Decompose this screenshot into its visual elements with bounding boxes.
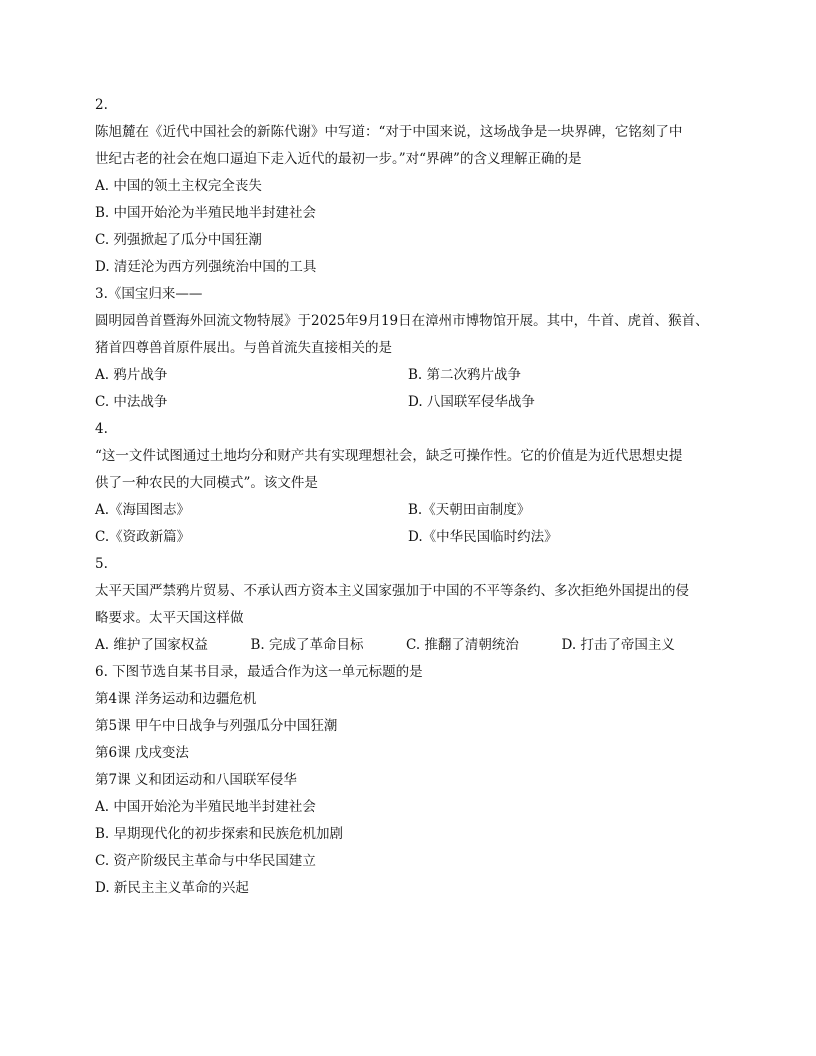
q3-option-c: C. 中法战争 [95,394,168,410]
q4-number: 4. [95,421,108,437]
q6-option-d: D. 新民主主义革命的兴起 [95,880,249,896]
q3-option-a: A. 鸦片战争 [95,367,168,383]
q4-option-b: B.《天朝田亩制度》 [408,502,531,518]
q3-option-d: D. 八国联军侵华战争 [408,394,535,410]
q4-option-d: D.《中华民国临时约法》 [408,529,558,545]
q2-stem-line-2: 世纪古老的社会在炮口逼迫下走入近代的最初一步。”对“界碑”的含义理解正确的是 [95,151,582,167]
q3-options-row-1 [95,362,717,389]
q6-option-a: A. 中国开始沦为半殖民地半封建社会 [95,799,316,815]
q4-stem-line-2: 供了一种农民的大同模式”。该文件是 [95,475,318,491]
q2-option-c: C. 列强掀起了瓜分中国狂潮 [95,232,262,248]
q6-option-b: B. 早期现代化的初步探索和民族危机加剧 [95,826,344,842]
q6-stem: 6. 下图节选自某书目录，最适合作为这一单元标题的是 [95,664,423,680]
q5-options-row [95,632,717,659]
q6-toc-item: 第7课 义和团运动和八国联军侵华 [95,772,297,788]
q5-stem-line-1: 太平天国严禁鸦片贸易、不承认西方资本主义国家强加于中国的不平等条约、多次拒绝外国提出的侵 [95,583,689,599]
q4-options-row-2 [95,524,717,551]
q5-option-c: C. 推翻了清朝统治 [406,637,519,653]
q3-stem-line-1: 圆明园兽首暨海外回流文物特展》于2025年9月19日在漳州市博物馆开展。其中，牛首、虎首、猴首、 [95,313,709,329]
q4-options-row-1 [95,497,717,524]
q4-stem-line-1: “这一文件试图通过土地均分和财产共有实现理想社会，缺乏可操作性。它的价值是为近代思想史提 [95,448,683,464]
q5-option-d: D. 打击了帝国主义 [561,637,675,653]
q2-option-d: D. 清廷沦为西方列强统治中国的工具 [95,259,317,275]
q2-option-b: B. 中国开始沦为半殖民地半封建社会 [95,205,317,221]
q5-option-a: A. 维护了国家权益 [95,637,208,653]
q4-option-a: A.《海国图志》 [95,502,191,518]
q3-number-line: 3.《国宝归来—— [95,286,203,302]
q3-options-row-2 [95,389,717,416]
q3-option-b: B. 第二次鸦片战争 [408,367,522,383]
q6-toc-item: 第4课 洋务运动和边疆危机 [95,691,257,707]
q3-stem-line-2: 猪首四尊兽首原件展出。与兽首流失直接相关的是 [95,340,392,356]
q5-stem-line-2: 略要求。太平天国这样做 [95,610,244,626]
q2-stem-line-1: 陈旭麓在《近代中国社会的新陈代谢》中写道：“对于中国来说，这场战争是一块界碑，它铭刻了中 [95,124,683,140]
q2-number: 2. [95,97,108,113]
q6-option-c: C. 资产阶级民主革命与中华民国建立 [95,853,316,869]
document-page [95,92,717,902]
q4-option-c: C.《资政新篇》 [95,529,191,545]
q6-toc-item: 第6课 戊戌变法 [95,745,189,761]
q5-option-b: B. 完成了革命目标 [250,637,364,653]
q6-toc-item: 第5课 甲午中日战争与列强瓜分中国狂潮 [95,718,338,734]
q5-number: 5. [95,556,108,572]
q2-option-a: A. 中国的领土主权完全丧失 [95,178,262,194]
